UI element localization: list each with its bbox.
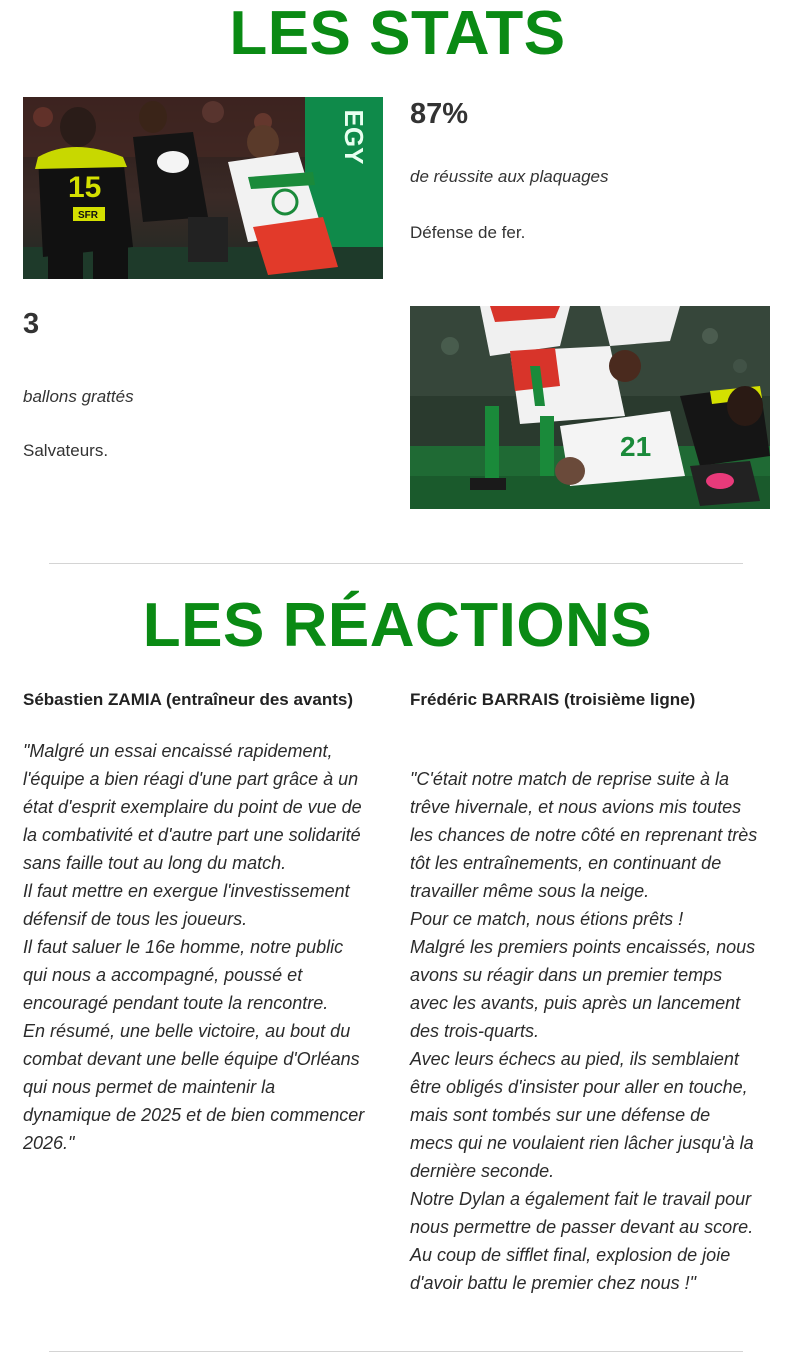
jersey-number-15: 15 — [68, 171, 102, 204]
quote-left: "Malgré un essai encaissé rapidement, l'équipe a bien réagi d'une part grâce à un état d'esprit exemplaire du point de vue de la combativité et d'autre part une solidarité sans faille tout au long du match. Il faut mettre en exergue l'investissement défensif de tous les joueurs. Il faut saluer le 16e homme, notre public qui nous a accompagné, poussé et encouragé pendant toute la rencontre. En résumé, une belle victoire, au bout du combat devant une belle équipe d'Orléans qui nous permet de maintenir la dynamique de 2025 et de bien commencer 2026." — [23, 741, 365, 1153]
stats-section-title: LES STATS — [229, 0, 566, 68]
jersey-number-21: 21 — [620, 431, 652, 462]
rugby-ruck-photo — [410, 306, 770, 509]
bottom-divider — [49, 1351, 743, 1352]
stat-turnover-label: ballons grattés — [23, 387, 134, 406]
stat-turnover-value: 3 — [23, 308, 40, 340]
quote-right: "C'était notre match de reprise suite à la trêve hivernale, et nous avions mis toutes les chances de notre côté en reprenant très tôt les entraînements, en continuant de travailler même sous la neige. Pour ce match, nous étions prêts ! Malgré les premiers points encaissés, nous avons su réagir dans un premier temps avec les avants, puis après un lancement des trois-quarts. Avec leurs échecs au pied, ils semblaient être obligés d'insister pour aller en touche, mais sont tombés sur une défense de mecs qui ne voulaient rien lâcher jusqu'à la dernière seconde. Notre Dylan a également fait le travail pour nous permettre de passer devant au score. Au coup de sifflet final, explosion de joie d'avoir battu le premier chez nous !" — [410, 769, 758, 1293]
banner-text: EGY — [339, 109, 369, 165]
rugby-tackle-photo — [23, 97, 383, 279]
stat-tackle-label: de réussite aux plaquages — [410, 167, 609, 186]
reactions-section-title: LES RÉACTIONS — [142, 591, 653, 660]
stat-tackle-note: Défense de fer. — [410, 223, 526, 242]
stat-tackle-value: 87% — [410, 98, 469, 130]
author-right: Frédéric BARRAIS (troisième ligne) — [410, 690, 696, 709]
stat-turnover-note: Salvateurs. — [23, 441, 109, 460]
section-divider — [49, 563, 743, 564]
author-left: Sébastien ZAMIA (entraîneur des avants) — [23, 690, 354, 709]
sponsor-text: SFR — [78, 210, 98, 221]
